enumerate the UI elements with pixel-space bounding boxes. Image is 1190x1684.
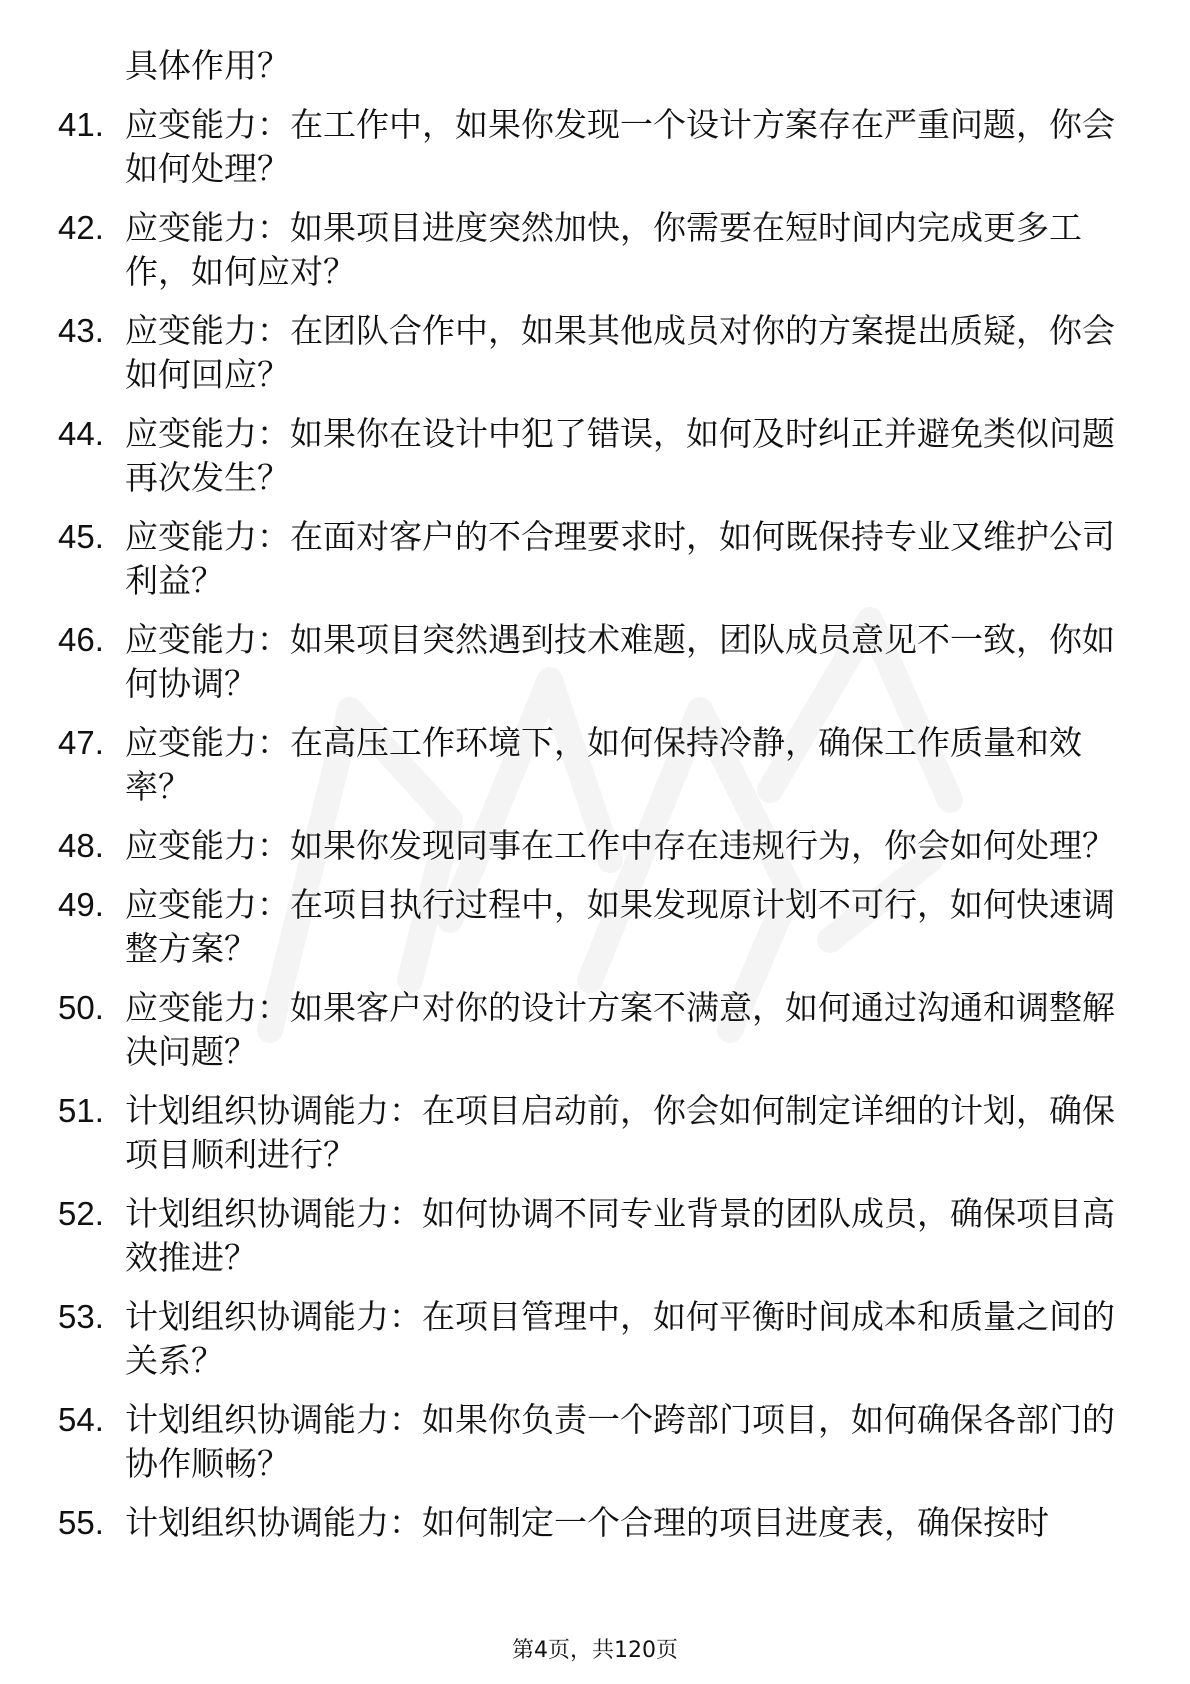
question-number: 45.: [58, 518, 104, 555]
question-text: 应变能力：如果你在设计中犯了错误，如何及时纠正并避免类似问题再次发生？: [125, 414, 1115, 497]
question-item: [58, 1192, 1118, 1280]
question-text: 应变能力：如果你发现同事在工作中存在违规行为，你会如何处理？: [125, 826, 1115, 865]
question-number: 47.: [58, 724, 104, 761]
question-number: 55.: [58, 1504, 104, 1541]
question-item: [58, 1398, 1118, 1486]
question-text: 计划组织协调能力：如果你负责一个跨部门项目，如何确保各部门的协作顺畅？: [125, 1400, 1115, 1483]
question-number: 53.: [58, 1298, 104, 1335]
question-text: 应变能力：如果项目突然遇到技术难题，团队成员意见不一致，你如何协调？: [125, 620, 1115, 703]
question-item: [58, 309, 1118, 397]
question-number: 54.: [58, 1401, 104, 1438]
question-number: 42.: [58, 209, 104, 246]
question-item: [58, 618, 1118, 706]
question-number: 49.: [58, 886, 104, 923]
continued-line: 具体作用？: [125, 46, 290, 85]
question-number: 50.: [58, 989, 104, 1026]
question-number: 44.: [58, 415, 104, 452]
question-text: 应变能力：在工作中，如果你发现一个设计方案存在严重问题，你会如何处理？: [125, 105, 1115, 188]
question-text: 计划组织协调能力：如何制定一个合理的项目进度表，确保按时: [125, 1503, 1049, 1542]
question-item: [58, 412, 1118, 500]
question-text: 应变能力：如果客户对你的设计方案不满意，如何通过沟通和调整解决问题？: [125, 988, 1115, 1071]
question-list: [58, 103, 1118, 1545]
question-item: [58, 986, 1118, 1074]
question-number: 46.: [58, 621, 104, 658]
question-number: 43.: [58, 312, 104, 349]
question-content: [58, 44, 1118, 1560]
question-item: [58, 1295, 1118, 1383]
question-number: 48.: [58, 827, 104, 864]
question-item: [58, 1089, 1118, 1177]
question-item: [58, 515, 1118, 603]
question-text: 应变能力：在团队合作中，如果其他成员对你的方案提出质疑，你会如何回应？: [125, 311, 1115, 394]
question-text: 应变能力：在面对客户的不合理要求时，如何既保持专业又维护公司利益？: [125, 517, 1115, 600]
question-number: 41.: [58, 106, 104, 143]
question-item: [58, 206, 1118, 294]
question-item: [58, 103, 1118, 191]
question-item: [58, 721, 1118, 809]
question-number: 51.: [58, 1092, 104, 1129]
page-footer: 第4页，共120页: [512, 1638, 678, 1663]
question-text: 计划组织协调能力：在项目管理中，如何平衡时间成本和质量之间的关系？: [125, 1297, 1115, 1380]
question-item: [58, 1501, 1118, 1545]
question-item: [58, 883, 1118, 971]
question-text: 应变能力：如果项目进度突然加快，你需要在短时间内完成更多工作，如何应对？: [125, 208, 1082, 291]
question-text: 计划组织协调能力：在项目启动前，你会如何制定详细的计划，确保项目顺利进行？: [125, 1091, 1115, 1174]
question-number: 52.: [58, 1195, 104, 1232]
question-text: 应变能力：在项目执行过程中，如果发现原计划不可行，如何快速调整方案？: [125, 885, 1115, 968]
question-text: 计划组织协调能力：如何协调不同专业背景的团队成员，确保项目高效推进？: [125, 1194, 1115, 1277]
question-item: [58, 824, 1118, 868]
question-text: 应变能力：在高压工作环境下，如何保持冷静，确保工作质量和效率？: [125, 723, 1082, 806]
